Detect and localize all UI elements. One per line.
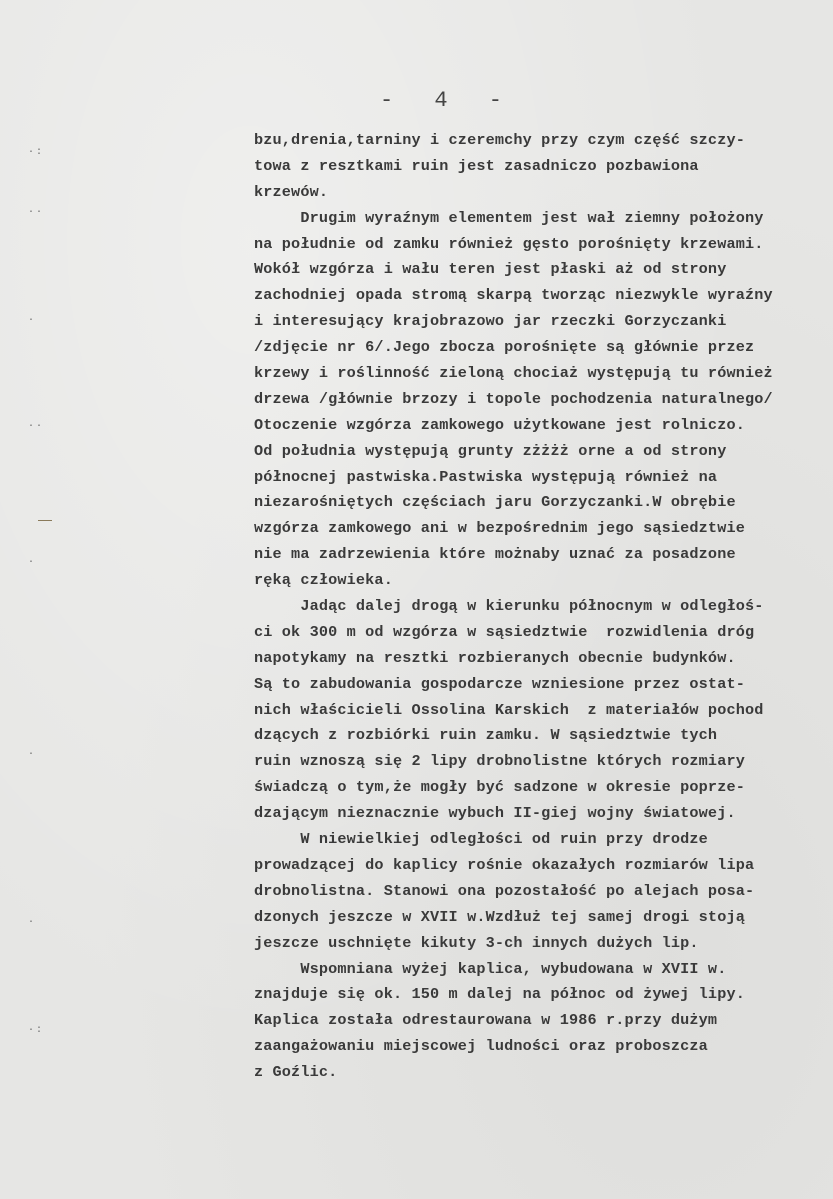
text-line: krzewów. <box>254 182 329 201</box>
text-line: bzu,drenia,tarniny i czeremchy przy czym część szczy- <box>254 131 745 149</box>
text-line: Otoczenie wzgórza zamkowego użytkowane jest rolniczo. <box>254 415 745 434</box>
text-line: W niewielkiej odległości od ruin przy drodze <box>254 830 708 849</box>
margin-pencil-mark <box>38 520 52 521</box>
text-line: niezarośniętych częściach jaru Gorzyczanki.W obrębie <box>254 493 736 512</box>
text-line: i interesujący krajobrazowo jar rzeczki Gorzyczanki <box>254 312 727 331</box>
text-line: Wspomniana wyżej kaplica, wybudowana w XVII w. <box>254 959 727 978</box>
binding-hole-mark: ·: <box>28 1025 45 1036</box>
text-line: jeszcze uschnięte kikuty 3-ch innych dużych lip. <box>254 933 699 952</box>
text-line: Od południa występują grunty zżżżż orne a od strony <box>254 441 727 460</box>
text-line: drobnolistna. Stanowi ona pozostałość po alejach posa- <box>254 881 755 900</box>
text-line: /zdjęcie nr 6/.Jego zbocza porośnięte są głównie przez <box>254 338 755 357</box>
text-line: dzących z rozbiórki ruin zamku. W sąsiedztwie tych <box>254 726 718 745</box>
text-line: świadczą o tym,że mogły być sadzone w okresie poprze- <box>254 778 745 797</box>
binding-hole-mark: ·· <box>28 421 45 432</box>
text-line: dzającym nieznacznie wybuch II-giej wojny światowej. <box>254 804 736 823</box>
text-line: nich właścicieli Ossolina Karskich z materiałów pochod <box>254 700 764 719</box>
binding-hole-mark: ·· <box>28 207 45 218</box>
text-line: dzonych jeszcze w XVII w.Wzdłuż tej samej drogi stoją <box>254 907 745 926</box>
binding-hole-mark: · <box>28 315 37 326</box>
text-line: Jadąc dalej drogą w kierunku północnym w odległoś- <box>254 597 764 616</box>
binding-hole-mark: ·: <box>28 147 45 158</box>
text-line: Wokół wzgórza i wału teren jest płaski aż od strony <box>254 260 727 279</box>
text-line: ręką człowieka. <box>254 571 393 590</box>
text-line: wzgórza zamkowego ani w bezpośrednim jego sąsiedztwie <box>254 519 745 538</box>
text-line: towa z resztkami ruin jest zasadniczo pozbawiona <box>254 156 699 175</box>
text-line: Są to zabudowania gospodarcze wzniesione przez ostat- <box>254 674 745 693</box>
text-line: zaangażowaniu miejscowej ludności oraz proboszcza <box>254 1037 708 1056</box>
binding-hole-mark: · <box>28 557 37 568</box>
text-line: napotykamy na resztki rozbieranych obecnie budynków. <box>254 648 736 667</box>
binding-hole-mark: · <box>28 917 37 928</box>
text-line: na południe od zamku również gęsto porośnięty krzewami. <box>254 234 764 253</box>
text-line: prowadzącej do kaplicy rośnie okazałych rozmiarów lipa <box>254 855 755 874</box>
text-line: ruin wznoszą się 2 lipy drobnolistne których rozmiary <box>254 752 745 771</box>
text-line: nie ma zadrzewienia które możnaby uznać za posadzone <box>254 545 736 564</box>
binding-hole-mark: · <box>28 749 37 760</box>
typed-body-text <box>254 128 832 1086</box>
text-line: drzewa /głównie brzozy i topole pochodzenia naturalnego/ <box>254 389 773 408</box>
text-line: krzewy i roślinność zieloną chociaż występują tu również <box>254 364 773 383</box>
text-line: Drugim wyraźnym elementem jest wał ziemny położony <box>254 208 764 227</box>
page-number: - 4 - <box>380 88 517 113</box>
text-line: zachodniej opada stromą skarpą tworząc niezwykle wyraźny <box>254 286 773 305</box>
text-line: północnej pastwiska.Pastwiska występują również na <box>254 467 718 486</box>
text-line: znajduje się ok. 150 m dalej na północ od żywej lipy. <box>254 985 745 1004</box>
text-line: Kaplica została odrestaurowana w 1986 r.przy dużym <box>254 1011 718 1030</box>
text-line: z Goźlic. <box>254 1063 338 1082</box>
text-line: ci ok 300 m od wzgórza w sąsiedztwie rozwidlenia dróg <box>254 622 755 641</box>
